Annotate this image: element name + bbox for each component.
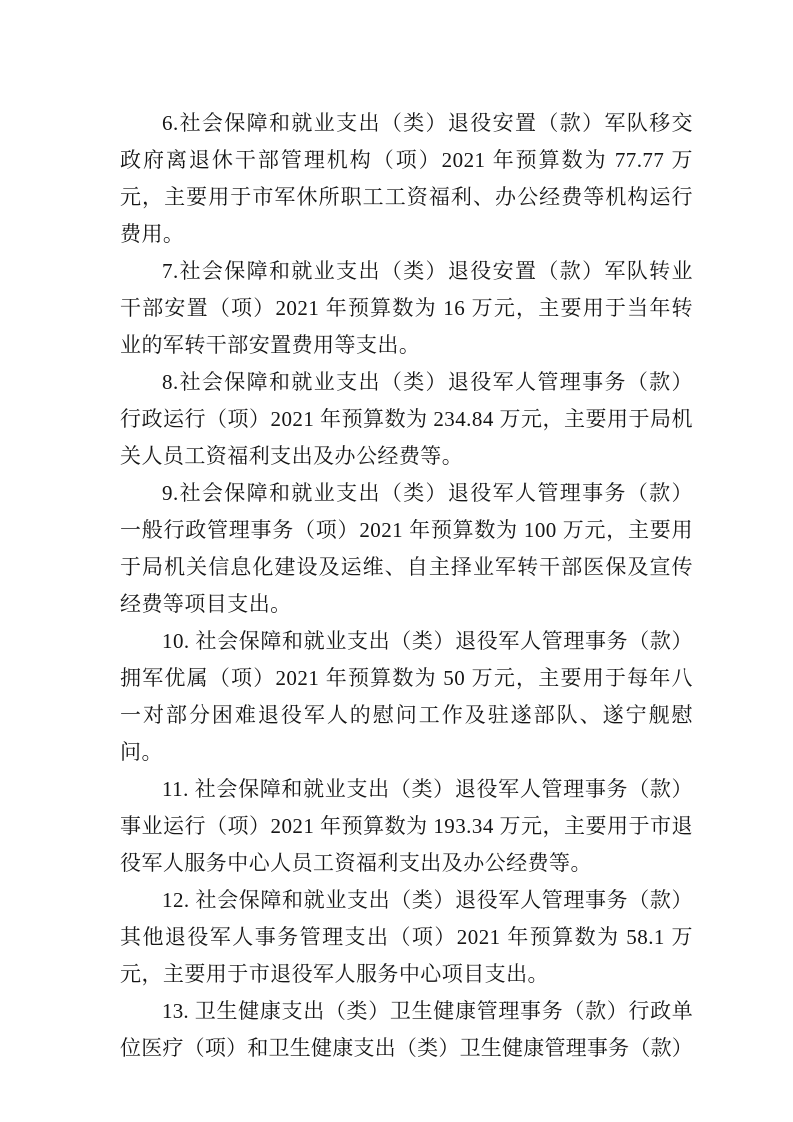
- paragraph-item-11: 11. 社会保障和就业支出（类）退役军人管理事务（款）事业运行（项）2021 年预算数为 193.34 万元，主要用于市退役军人服务中心人员工资福利支出及办公经费等。: [120, 777, 693, 875]
- paragraph-item-6: 6.社会保障和就业支出（类）退役安置（款）军队移交政府离退休干部管理机构（项）2021 年预算数为 77.77 万元，主要用于市军休所职工工资福利、办公经费等机构运行费用。: [120, 111, 693, 246]
- paragraph-item-10: 10. 社会保障和就业支出（类）退役军人管理事务（款）拥军优属（项）2021 年预算数为 50 万元，主要用于每年八一对部分困难退役军人的慰问工作及驻遂部队、遂宁舰慰问。: [120, 629, 693, 764]
- paragraph-item-7: 7.社会保障和就业支出（类）退役安置（款）军队转业干部安置（项）2021 年预算数为 16 万元，主要用于当年转业的军转干部安置费用等支出。: [120, 259, 693, 357]
- document-text-block: [120, 105, 693, 1067]
- paragraph-item-8: 8.社会保障和就业支出（类）退役军人管理事务（款）行政运行（项）2021 年预算数为 234.84 万元，主要用于局机关人员工资福利支出及办公经费等。: [120, 370, 693, 468]
- paragraph-item-12: 12. 社会保障和就业支出（类）退役军人管理事务（款）其他退役军人事务管理支出（项）2021 年预算数为 58.1 万元，主要用于市退役军人服务中心项目支出。: [120, 888, 693, 986]
- paragraph-item-13: 13. 卫生健康支出（类）卫生健康管理事务（款）行政单位医疗（项）和卫生健康支出（类）卫生健康管理事务（款）: [120, 999, 693, 1060]
- paragraph-item-9: 9.社会保障和就业支出（类）退役军人管理事务（款）一般行政管理事务（项）2021 年预算数为 100 万元，主要用于局机关信息化建设及运维、自主择业军转干部医保及宣传经费等项目支出。: [120, 481, 693, 616]
